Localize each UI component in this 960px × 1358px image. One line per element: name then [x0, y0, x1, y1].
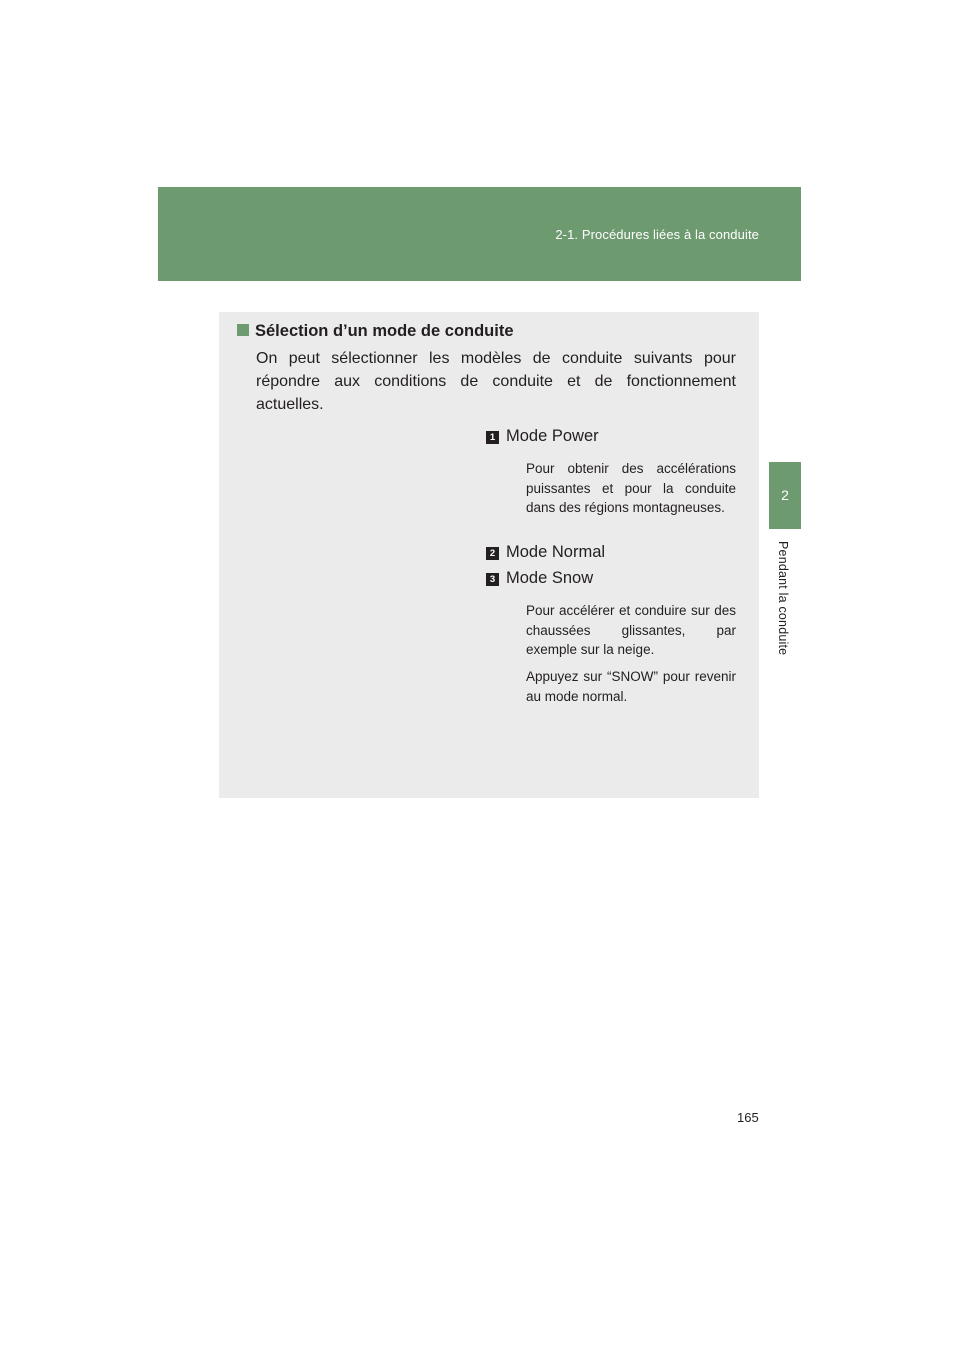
chapter-number: 2 [781, 487, 789, 503]
content-panel [219, 312, 759, 798]
mode-description: Pour accélérer et conduire sur des chaussées glissantes, par exemple sur la neige. [526, 603, 736, 657]
mode-item-snow [489, 569, 594, 588]
square-bullet-icon [237, 324, 249, 336]
mode-title: Mode Power [506, 427, 599, 445]
section-heading-text: Sélection d’un mode de conduite [255, 322, 514, 340]
intro-paragraph: On peut sélectionner les modèles de conduite suivants pour répondre aux conditions de conduite et de fonctionnement actuelles. [256, 350, 736, 413]
mode-item-normal [489, 543, 606, 562]
mode-description: Appuyez sur “SNOW” pour revenir au mode normal. [526, 669, 736, 704]
section-title: 2-1. Procédures liées à la conduite [555, 227, 759, 242]
mode-title: Mode Snow [506, 569, 594, 587]
section-heading [237, 322, 514, 341]
chapter-tab[interactable] [769, 462, 801, 529]
header-band [158, 187, 801, 281]
page-number: 165 [737, 1110, 759, 1125]
number-1-icon: 1 [486, 431, 499, 444]
mode-description: Pour obtenir des accélérations puissantes et pour la conduite dans des régions montagneuses. [526, 461, 736, 515]
mode-title: Mode Normal [506, 543, 606, 561]
chapter-label: Pendant la conduite [776, 541, 790, 656]
mode-item-power [489, 427, 599, 446]
number-2-icon: 2 [486, 547, 499, 560]
number-3-icon: 3 [486, 573, 499, 586]
